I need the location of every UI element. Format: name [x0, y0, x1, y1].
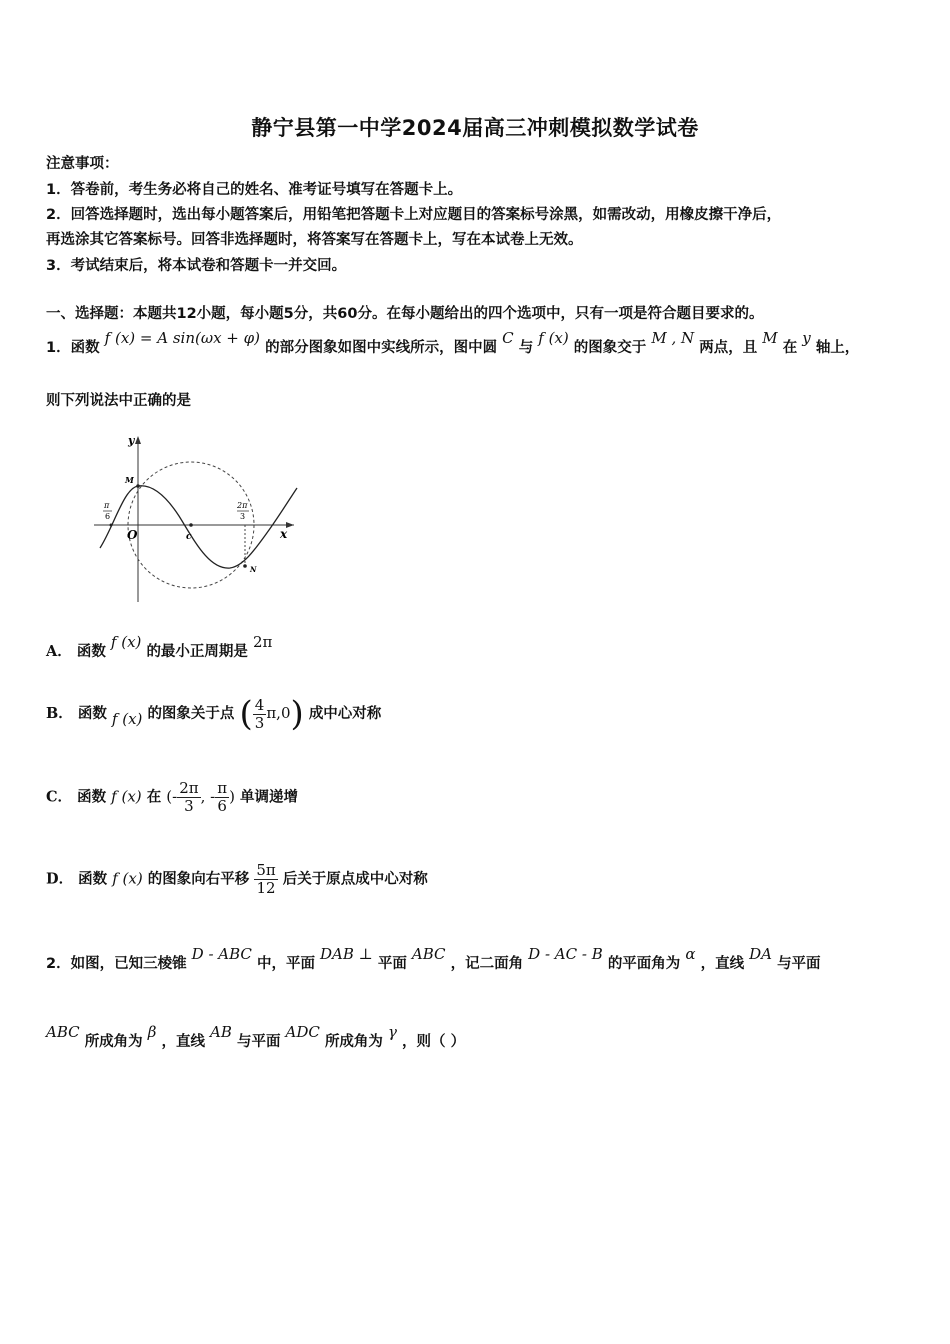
q1-option-c: [46, 780, 298, 815]
option-c-close: ): [229, 787, 235, 806]
notice-item-2-cont: 再选涂其它答案标号。回答非选择题时，将答案写在答题卡上，写在本试卷上无效。: [46, 232, 583, 248]
option-c-numerator-2: π: [217, 779, 228, 797]
x-axis-arrow: [286, 522, 294, 528]
page-title: 静宁县第一中学2024届高三冲刺模拟数学试卷: [251, 116, 699, 140]
n-label: N: [250, 565, 257, 574]
option-b-paren-left: (: [239, 694, 253, 734]
option-d-label: D．: [46, 870, 74, 888]
left-tick-denominator: 6: [105, 512, 111, 521]
q1-text: 两点，且: [699, 340, 758, 356]
option-a-label: A．: [46, 643, 72, 660]
q1-text: 在: [782, 340, 798, 356]
q2-text: 平面: [377, 956, 407, 972]
option-b-point-rest: π,0: [266, 704, 291, 722]
option-c-denominator-2: 6: [217, 797, 227, 815]
q1-circle-c: C: [502, 329, 514, 347]
q1-function-expr: f (x) = A sin(ωx + φ): [104, 329, 261, 347]
option-d-denominator: 12: [256, 879, 276, 897]
q2-line-da: DA: [749, 945, 772, 963]
option-b-numerator: 4: [254, 695, 265, 714]
option-c-fraction-1: [177, 780, 200, 815]
y-axis-label: y: [128, 434, 135, 447]
q1-text: 的部分图象如图中实线所示，图中圆: [265, 340, 498, 356]
q1-text: 的图象交于: [573, 340, 647, 356]
option-b-paren-right: ): [290, 694, 304, 734]
q2-text: 中，平面: [256, 956, 315, 972]
q2-gamma: γ: [388, 1023, 397, 1041]
option-a-value: 2π: [253, 633, 273, 651]
q1-text: 1．函数: [46, 340, 100, 356]
option-c-text: 函数: [77, 789, 107, 806]
left-tick-numerator: π: [104, 501, 110, 510]
q2-line-ab: AB: [210, 1023, 232, 1041]
question-2-line-2: [46, 1023, 466, 1051]
q2-text: 所成角为: [324, 1034, 383, 1050]
q2-text: 与平面: [777, 956, 821, 972]
point-n: [243, 564, 247, 568]
notice-item-1: 1．答卷前，考生务必将自己的姓名、准考证号填写在答题卡上。: [46, 182, 463, 198]
option-c-denominator-1: 3: [184, 797, 194, 815]
q2-pyramid: D - ABC: [191, 945, 252, 963]
notice-item-2: 2．回答选择题时，选出每小题答案后，用铅笔把答题卡上对应题目的答案标号涂黑，如需改动，用橡皮擦干净后，: [46, 207, 782, 223]
option-c-fx: f (x): [111, 787, 142, 806]
notice-item-3: 3．考试结束后，将本试卷和答题卡一并交回。: [46, 258, 347, 274]
point-m: [136, 484, 140, 488]
m-label: M: [125, 475, 134, 485]
option-b-text: 成中心对称: [308, 706, 382, 722]
q2-plane-abc-2: ABC: [46, 1023, 80, 1041]
option-c-text: 单调递增: [240, 789, 298, 806]
option-c-mid: , -: [200, 787, 216, 806]
origin-label: O: [127, 528, 138, 542]
point-left-root: [110, 524, 113, 527]
q1-fx: f (x): [538, 329, 569, 347]
right-tick-denominator: 3: [240, 512, 246, 521]
q2-text: 的平面角为: [607, 956, 681, 972]
q2-dihedral: D - AC - B: [528, 945, 603, 963]
option-a-text: 函数: [76, 644, 106, 660]
q2-text: ，则（ ）: [402, 1034, 466, 1050]
option-b-label: B．: [46, 705, 73, 722]
q2-text: ，记二面角: [450, 956, 524, 972]
option-d-text: 的图象向右平移: [147, 871, 250, 888]
option-d-text: 后关于原点成中心对称: [282, 871, 428, 888]
q2-beta: β: [147, 1023, 157, 1041]
q1-points-mn: M , N: [651, 329, 695, 347]
q2-plane-abc: ABC: [411, 945, 446, 963]
option-d-fraction: [254, 862, 277, 897]
q2-text: ，直线: [161, 1034, 205, 1050]
option-d-numerator: 5π: [256, 861, 276, 879]
option-c-open: (-: [166, 787, 178, 806]
q1-function-graph: [94, 430, 304, 610]
option-b-fraction: [253, 697, 267, 732]
q1-text: 轴上，: [815, 340, 860, 356]
option-b-fx: f (x): [111, 710, 143, 728]
q1-option-d: [46, 862, 428, 897]
q2-plane-adc: ADC: [285, 1023, 320, 1041]
notice-heading: 注意事项：: [46, 156, 119, 172]
option-c-text: 在: [146, 789, 162, 806]
question-2-line-1: [46, 945, 821, 973]
q2-text: ，直线: [700, 956, 745, 972]
option-a-text: 的最小正周期是: [146, 644, 248, 660]
option-b-text: 的图象关于点: [147, 706, 235, 722]
option-a-fx: f (x): [110, 633, 142, 651]
option-c-numerator-1: 2π: [179, 779, 199, 797]
question-1-line-1: [46, 329, 860, 357]
q2-text: 与平面: [236, 1034, 281, 1050]
q1-option-b: [46, 694, 381, 734]
right-tick-numerator: 2π: [237, 501, 248, 510]
x-axis-label: x: [280, 527, 288, 541]
option-b-denominator: 3: [254, 713, 265, 732]
c-label: c: [186, 532, 192, 542]
q2-plane-dab: DAB ⊥: [320, 945, 373, 963]
y-axis-arrow: [135, 436, 141, 444]
q1-text: 与: [518, 340, 534, 356]
option-d-fx: f (x): [112, 869, 143, 888]
q1-axis-y: y: [802, 329, 811, 347]
point-c: [189, 523, 193, 527]
option-c-fraction-2: [215, 780, 229, 815]
section-1-heading: 一、选择题：本题共12小题，每小题5分，共60分。在每小题给出的四个选项中，只有一项是符合题目要求的。: [46, 306, 764, 322]
q1-point-m: M: [762, 329, 778, 347]
question-1-line-2: 则下列说法中正确的是: [46, 393, 191, 409]
option-b-text: 函数: [77, 706, 107, 722]
q2-text: 2．如图，已知三棱锥: [46, 956, 187, 972]
q2-text: 所成角为: [84, 1034, 143, 1050]
sine-curve: [100, 486, 297, 568]
option-c-label: C．: [46, 788, 73, 806]
q2-alpha: α: [685, 945, 696, 963]
option-d-text: 函数: [78, 871, 108, 888]
q1-option-a: [46, 633, 273, 661]
